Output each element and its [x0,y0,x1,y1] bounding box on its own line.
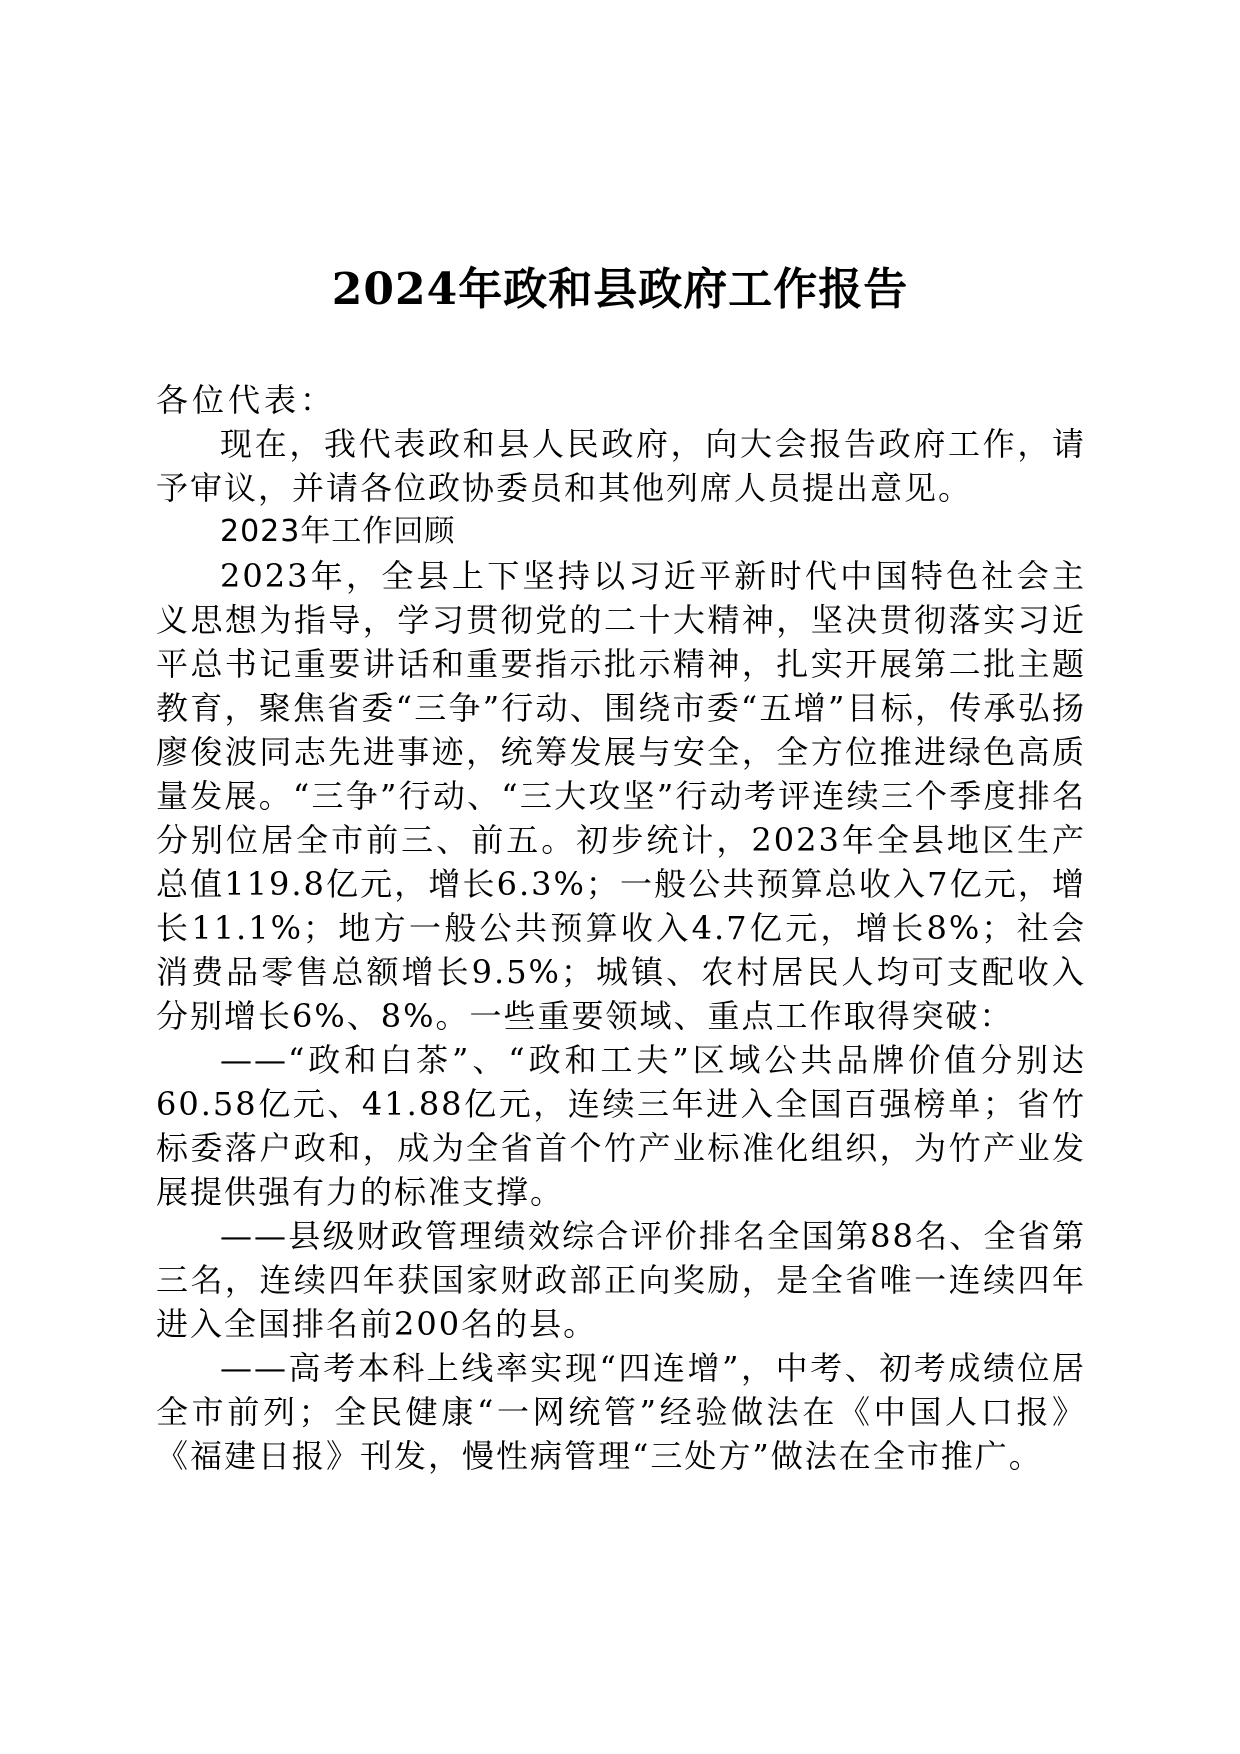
section-heading: 2023年工作回顾 [220,514,456,549]
body-paragraph-finance: ——县级财政管理绩效综合评价排名全国第88名、全省第三名，连续四年获国家财政部正向奖励，是全省唯一连续四年进入全国排名前200名的县。 [156,1217,1086,1343]
body-paragraph-tea-brand: ——“政和白茶”、“政和工夫”区域公共品牌价值分别达60.58亿元、41.88亿元，连续三年进入全国百强榜单；省竹标委落户政和，成为全省首个竹产业标准化组织，为竹产业发展提供强有力的标准支撑。 [156,1041,1086,1211]
document-body [156,378,1086,1478]
salutation: 各位代表： [156,381,337,419]
intro-paragraph: 现在，我代表政和县人民政府，向大会报告政府工作，请予审议，并请各位政协委员和其他列席人员提出意见。 [156,425,1086,507]
body-paragraph-overview: 2023年，全县上下坚持以习近平新时代中国特色社会主义思想为指导，学习贯彻党的二十大精神，坚决贯彻落实习近平总书记重要讲话和重要指示批示精神，扎实开展第二批主题教育，聚焦省委“三争”行动、围绕市委“五增”目标，传承弘扬廖俊波同志先进事迹，统筹发展与安全，全方位推进绿色高质量发展。“三争”行动、“三大攻坚”行动考评连续三个季度排名分别位居全市前三、前五。初步统计，2023年全县地区生产总值119.8亿元，增长6.3%；一般公共预算总收入7亿元，增长11.1%；地方一般公共预算收入4.7亿元，增长8%；社会消费品零售总额增长9.5%；城镇、农村居民人均可支配收入分别增长6%、8%。一些重要领域、重点工作取得突破： [156,557,1086,1035]
document-title: 2024年政和县政府工作报告 [331,264,909,315]
body-paragraph-education-health: ——高考本科上线率实现“四连增”，中考、初考成绩位居全市前列；全民健康“一网统管”经验做法在《中国人口报》《福建日报》刊发，慢性病管理“三处方”做法在全市推广。 [156,1349,1086,1475]
